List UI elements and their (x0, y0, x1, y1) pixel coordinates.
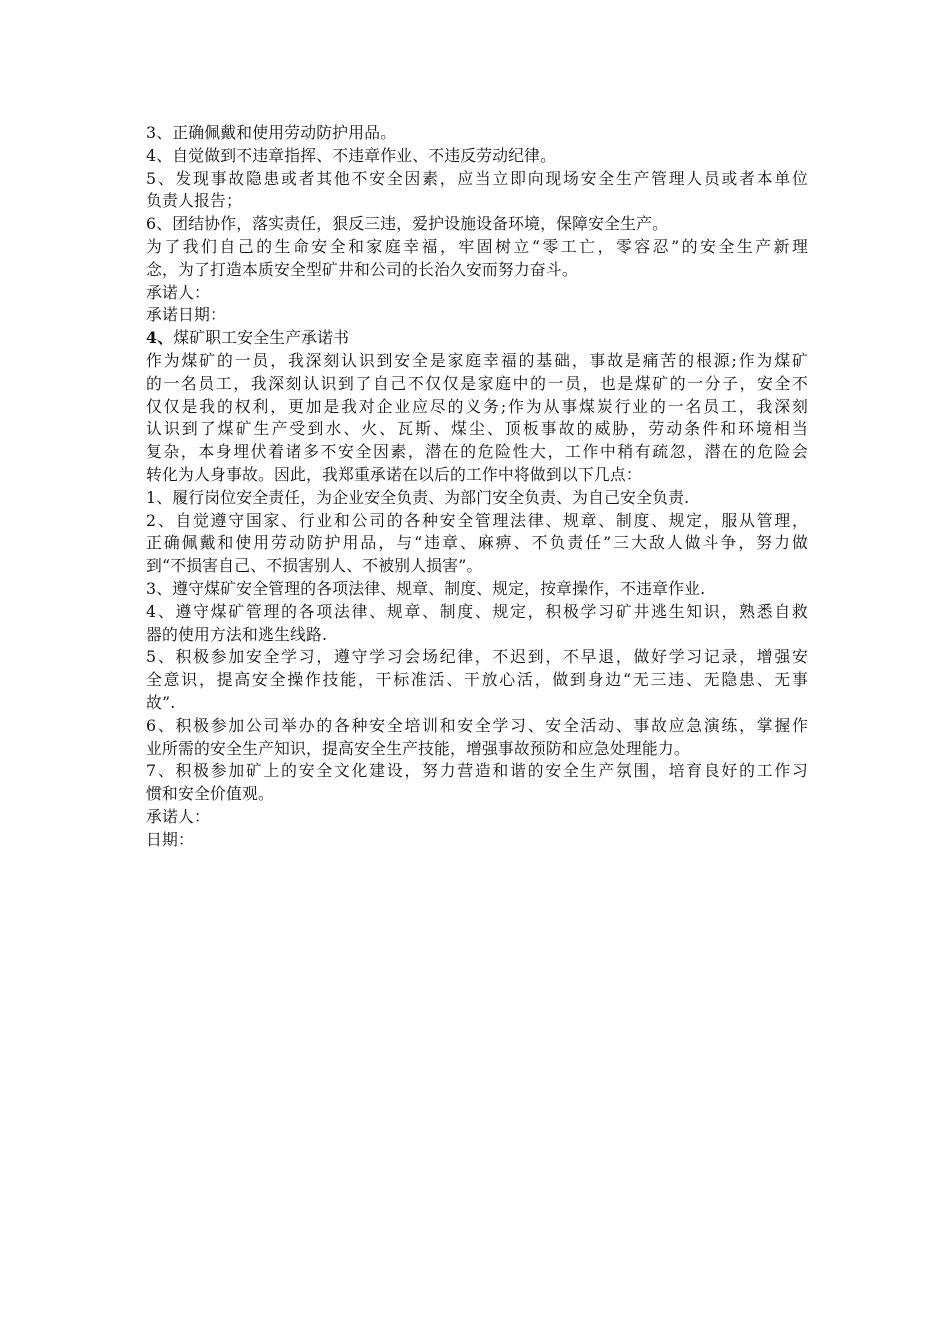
text-line: 6、团结协作，落实责任，狠反三违，爱护设施设备环境，保障安全生产。 (146, 214, 669, 234)
document-page (146, 122, 808, 852)
section-heading (146, 327, 808, 350)
signer-label: 承诺人： (146, 282, 210, 302)
text-line: 复杂，本身埋伏着诸多不安全因素，潜在的危险性大，工作中稍有疏忽，潜在的危险会 (146, 442, 808, 462)
text-line: 5、发现事故隐患或者其他不安全因素，应当立即向现场安全生产管理人员或者本单位 (146, 168, 808, 188)
text-line: 负责人报告； (146, 191, 242, 211)
text-line: 认识到了煤矿生产受到水、火、瓦斯、煤尘、顶板事故的威胁，劳动条件和环境相当 (146, 419, 808, 439)
text-line: 1、履行岗位安全责任，为企业安全负责、为部门安全负责、为自己安全负责. (146, 487, 690, 507)
text-line: 正确佩戴和使用劳动防护用品，与“违章、麻痹、不负责任”三大敌人做斗争，努力做 (146, 533, 808, 553)
text-line: 3、正确佩戴和使用劳动防护用品。 (146, 123, 397, 142)
text-line: 3、遵守煤矿安全管理的各项法律、规章、制度、规定，按章操作，不违章作业. (146, 578, 706, 598)
text-line: 4、自觉做到不违章指挥、不违章作业、不违反劳动纪律。 (146, 145, 557, 165)
date-label: 承诺日期： (146, 305, 226, 325)
text-line: 业所需的安全生产知识，提高安全生产技能，增强事故预防和应急处理能力。 (146, 738, 690, 758)
signer-label: 承诺人： (146, 806, 210, 826)
text-line: 5、积极参加安全学习，遵守学习会场纪律，不迟到，不早退，做好学习记录，增强安 (146, 647, 808, 667)
text-line: 的一名员工，我深刻认识到了自己不仅仅是家庭中的一员，也是煤矿的一分子，安全不 (146, 373, 808, 393)
section-number: 4、 (146, 328, 174, 348)
date-label: 日期： (146, 829, 194, 849)
text-line: 仅仅是我的权利，更加是我对企业应尽的义务;作为从事煤炭行业的一名员工，我深刻 (146, 396, 808, 416)
text-line: 念，为了打造本质安全型矿井和公司的长治久安而努力奋斗。 (146, 259, 578, 279)
text-line: 全意识，提高安全操作技能，干标准活、干放心活，做到身边“无三违、无隐患、无事 (146, 670, 808, 690)
text-line: 故”. (146, 692, 176, 712)
text-line: 2、自觉遵守国家、行业和公司的各种安全管理法律、规章、制度、规定，服从管理， (146, 510, 808, 530)
text-line: 4、遵守煤矿管理的各项法律、规章、制度、规定，积极学习矿井逃生知识，熟悉自救 (146, 601, 808, 621)
text-line: 6、积极参加公司举办的各种安全培训和安全学习、安全活动、事故应急演练，掌握作 (146, 715, 808, 735)
text-line: 转化为人身事故。因此，我郑重承诺在以后的工作中将做到以下几点： (146, 464, 642, 484)
text-line: 器的使用方法和逃生线路. (146, 624, 328, 644)
text-line: 7、积极参加矿上的安全文化建设，努力营造和谐的安全生产氛围，培育良好的工作习 (146, 761, 808, 781)
section-title: 煤矿职工安全生产承诺书 (173, 328, 350, 348)
text-line: 作为煤矿的一员，我深刻认识到安全是家庭幸福的基础，事故是痛苦的根源;作为煤矿 (146, 350, 808, 370)
text-line: 到“不损害自己、不损害别人、不被别人损害”。 (146, 556, 483, 576)
text-line: 惯和安全价值观。 (146, 784, 274, 804)
text-line: 为了我们自己的生命安全和家庭幸福，牢固树立“零工亡，零容忍”的安全生产新理 (146, 236, 808, 256)
